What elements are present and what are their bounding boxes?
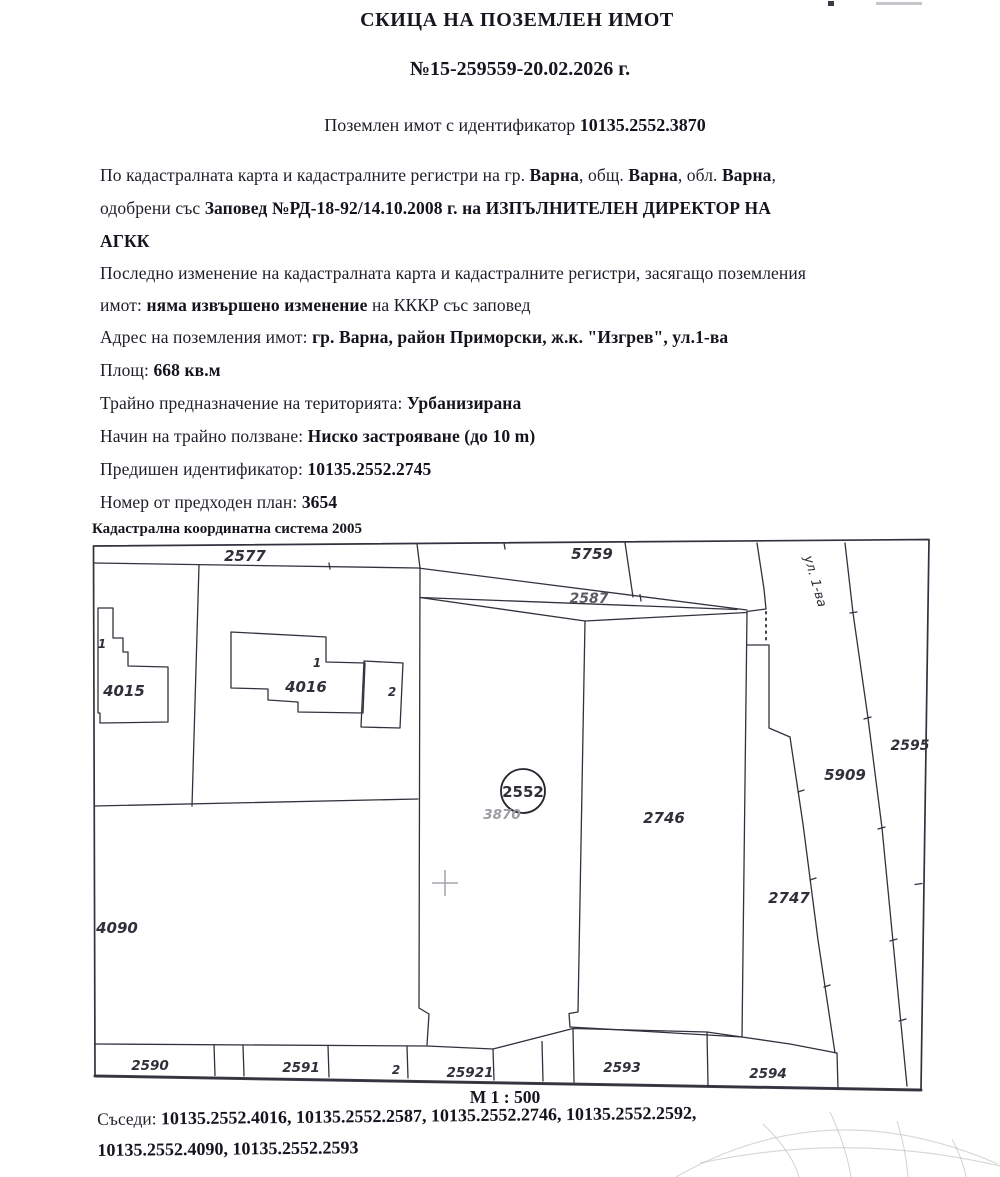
map-label-4090: 4090 <box>96 919 138 937</box>
page-title: СКИЦА НА ПОЗЕМЛЕН ИМОТ <box>360 9 674 31</box>
map-label-2: 2 <box>387 685 397 699</box>
center-cross <box>432 870 458 896</box>
map-label-4016: 4016 <box>285 678 327 696</box>
field-previous-identifier: Предишен идентификатор: 10135.2552.2745 <box>100 459 432 479</box>
neighbors-line2: 10135.2552.4090, 10135.2552.2593 <box>97 1137 359 1160</box>
map-label-ул.-1-ва: ул. 1-ва <box>800 553 830 609</box>
field-territory-purpose: Трайно предназначение на територията: Урбанизирана <box>100 393 522 413</box>
street-boundaries <box>747 543 922 1086</box>
building-outlines <box>98 608 403 728</box>
property-id-value: 10135.2552.3870 <box>579 115 706 135</box>
building-4016-2 <box>361 661 403 728</box>
map-label-2587: 2587 <box>569 591 609 607</box>
field-last-amendment-line1: Последно изменение на кадастралната карта и кадастралните регистри, засягащо поземления <box>100 263 806 283</box>
map-label-2594: 2594 <box>749 1066 787 1082</box>
neighbors-line1: 10135.2552.4016, 10135.2552.2587, 10135.2552.2746, 10135.2552.2592, <box>160 1102 697 1129</box>
neighbors-list <box>97 1096 858 1166</box>
parcel-boundaries <box>95 565 748 1045</box>
map-scale-label: М 1 : 500 <box>469 1087 541 1107</box>
field-map-registers-line2: одобрени със Заповед №РД-18-92/14.10.2008 г. на ИЗПЪЛНИТЕЛЕН ДИРЕКТОР НА <box>100 198 771 218</box>
subject-parcel-circle <box>501 769 545 813</box>
field-address: Адрес на поземления имот: гр. Варна, район Приморски, ж.к. "Изгрев", ул.1-ва <box>100 327 729 347</box>
map-label-2591: 2591 <box>282 1060 320 1076</box>
map-label-2: 2 <box>391 1063 401 1077</box>
field-permanent-use: Начин на трайно ползване: Ниско застрояване (до 10 m) <box>100 426 536 446</box>
coordinate-system-label: Кадастрална координатна система 2005 <box>92 521 362 537</box>
map-label-2577: 2577 <box>224 547 266 565</box>
map-label-5759: 5759 <box>571 545 613 563</box>
road-strip-boundaries <box>94 543 748 611</box>
map-labels <box>95 545 930 1082</box>
map-label-3870: 3870 <box>483 807 521 823</box>
map-label-1: 1 <box>97 637 107 651</box>
map-label-2590: 2590 <box>131 1058 169 1074</box>
map-label-1: 1 <box>312 656 322 670</box>
building-4015-1 <box>98 608 168 723</box>
map-frame <box>94 540 930 1091</box>
map-label-2746: 2746 <box>643 809 685 827</box>
bottom-strip-boundaries <box>95 1029 839 1090</box>
property-id-prefix: Поземлен имот с идентификатор <box>324 115 580 135</box>
map-label-25921: 25921 <box>446 1065 494 1081</box>
map-label-5909: 5909 <box>824 766 866 784</box>
map-label-2747: 2747 <box>768 889 810 907</box>
document-number: №15-259559-20.02.2026 г. <box>409 58 631 80</box>
field-map-registers-line3: АГКК <box>100 231 150 251</box>
map-label-2595: 2595 <box>890 738 930 754</box>
map-label-2593: 2593 <box>603 1060 641 1076</box>
field-area: Площ: 668 кв.м <box>100 360 221 380</box>
map-label-4015: 4015 <box>103 682 145 700</box>
field-previous-plan-number: Номер от предходен план: 3654 <box>100 492 338 512</box>
subject-parcel-marker <box>432 769 545 896</box>
field-last-amendment-line2: имот: няма извършено изменение на КККР със заповед <box>100 295 531 315</box>
map-label-2552: 2552 <box>502 783 544 801</box>
neighbors-label: Съседи: <box>97 1108 162 1129</box>
field-map-registers-line1: По кадастралната карта и кадастралните регистри на гр. Варна, общ. Варна, обл. Варна, <box>100 165 776 185</box>
property-identifier-line <box>15 115 1000 136</box>
building-4016-1 <box>231 632 365 713</box>
